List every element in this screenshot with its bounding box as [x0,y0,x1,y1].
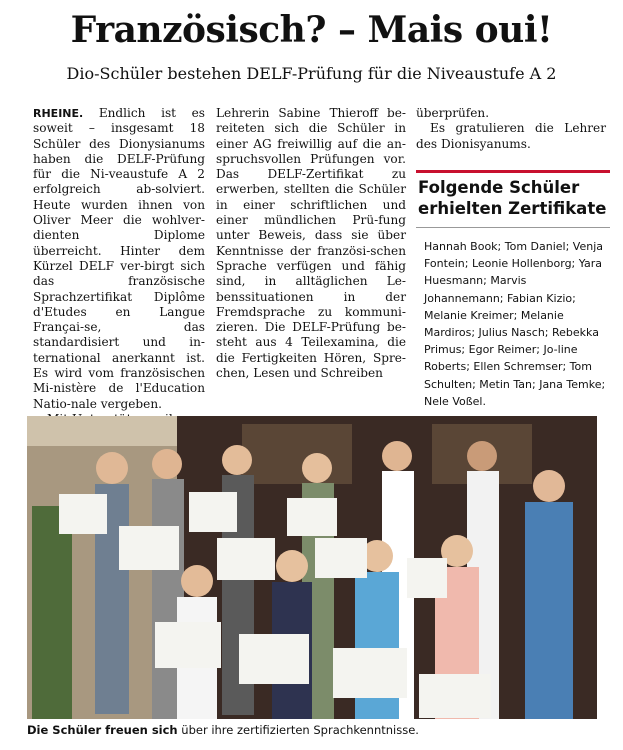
student-names-list: Hannah Book; Tom Daniel; Venja Fontein; Leonie Hollenborg; Yara Huesmann; Marvis Johannemann; Fabian Kizio; Melanie Kreimer; Melanie Mardiros; Julius Nasch; Rebekka Primus; Egor Reimer; Jo-line Roberts; Ellen Schremser; Tom Schulten; Metin Tan; Jana Temke; Nele Voßel. [424,240,606,408]
certificate [287,498,337,536]
person [533,470,565,502]
paragraph: Lehrerin Sabine Thieroff be-reiteten sich die Schüler in einer AG freiwillig auf die an-spruchsvollen Prüfungen vor. Das DELF-Zertifikat zu erwerben, stellten die Schüler in einer schriftlichen und einer mündlichen Prü-fung unter Beweis, dass sie über Kenntnisse der französi-schen Sprache verfügen und fähig sind, in alltäglichen Le-benssituationen in der Fremdsprache zu kommuni-zieren. Die DELF-Prüfung be-steht aus 4 Teilexamina, die die Fertigkeiten Hören, Spre-chen, Lesen und Schreiben [216,106,406,381]
certificate [239,634,309,684]
person [276,550,308,582]
group-photo [27,416,597,719]
subheadline: Dio-Schüler bestehen DELF-Prüfung für die Niveaustufe A 2 [66,64,557,83]
certificate [189,492,237,532]
caption-text: über ihre zertifizierten Sprachkenntnisse. [177,723,419,737]
person [152,449,182,479]
stone-arch [27,416,177,446]
article-column-3 [416,106,606,152]
certificate [217,538,275,580]
article-column-1 [33,106,205,427]
person [467,441,497,471]
article-column-2 [216,106,406,381]
paragraph-text: Endlich ist es soweit – insgesamt 18 Schüler des Dionysianums haben die DELF-Prüfung für die Ni-veaustufe A 2 erfolgreich ab-solviert. Heute wurden ihnen von Oliver Meer die wohlver-dienten Diplome überreicht. Hinter dem Kürzel DELF ver-birgt sich das französische Sprachzertifikat Diplôme d'Etudes en Langue Françai-se, das standardisiert und in-ternational anerkannt ist. Es wird vom französischen Mi-nistère de l'Education Natio-nale vergeben. [33,106,205,411]
person [525,502,573,719]
certificate [155,622,221,668]
certificate [419,674,491,718]
door-window [242,424,352,484]
info-box [416,170,610,410]
paragraph: überprüfen. [416,106,490,120]
certificate [333,648,407,698]
person [302,453,332,483]
paragraph [33,106,205,412]
person [181,565,213,597]
caption-lead: Die Schüler freuen sich [27,723,178,737]
certificate [407,558,447,598]
photo-caption [27,722,607,738]
certificate [315,538,367,578]
paragraph: Es gratulieren die Lehrer des Dionisyanums. [416,121,606,151]
certificate [59,494,107,534]
ivy-plant [32,506,72,719]
divider [416,227,610,228]
dateline: RHEINE. [33,107,84,120]
person [96,452,128,484]
certificate [119,526,179,570]
info-box-title: Folgende Schüler erhielten Zertifikate [418,178,607,218]
person [382,441,412,471]
person [222,445,252,475]
headline: Französisch? – Mais oui! [70,9,553,51]
